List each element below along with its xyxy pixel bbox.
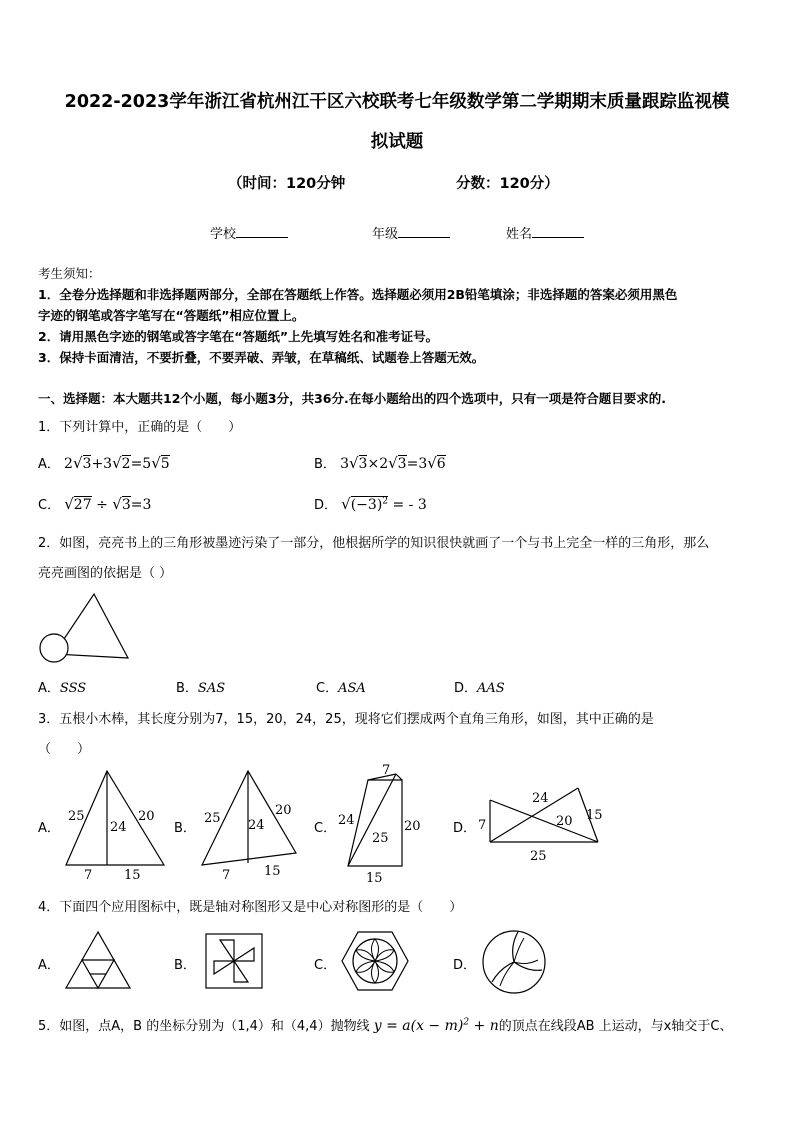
q2-stem-line1: 2．如图，亮亮书上的三角形被墨迹污染了一部分，他根据所学的知识很快就画了一个与书上完全一样的三角形，那么 xyxy=(38,536,710,551)
svg-text:24: 24 xyxy=(110,820,127,835)
q3-option-b[interactable]: B． xyxy=(174,821,196,836)
q3-figure-d xyxy=(474,782,610,868)
exam-time: （时间：120分钟 xyxy=(228,176,346,192)
q3-stem-line2: （ ） xyxy=(38,742,91,757)
svg-text:7: 7 xyxy=(84,868,93,883)
svg-text:7: 7 xyxy=(382,763,391,778)
q3-figure-c xyxy=(334,760,434,888)
name-field[interactable]: 姓名 xyxy=(506,223,584,242)
q2-stem-line2: 亮亮画图的依据是（ ） xyxy=(38,566,173,581)
notice-item-1-cont: 字迹的钢笔或答字笔写在“答题纸”相应位置上。 xyxy=(38,308,305,323)
q4-option-c[interactable]: C． xyxy=(314,958,337,973)
svg-text:20: 20 xyxy=(404,819,421,834)
q3-figure-b xyxy=(196,765,306,885)
q3-option-c[interactable]: C． xyxy=(314,821,337,836)
school-field[interactable]: 学校 xyxy=(210,223,288,242)
q3-option-a[interactable]: A． xyxy=(38,821,60,836)
q3-stem-line1: 3．五根小木棒，其长度分别为7，15，20，24，25，现将它们摆成两个直角三角形，如图，其中正确的是 xyxy=(38,712,654,727)
svg-text:7: 7 xyxy=(222,868,231,883)
notice-item-1: 1．全卷分选择题和非选择题两部分，全部在答题纸上作答。选择题必须用2B铅笔填涂；非选择题的答案必须用黑色 xyxy=(38,287,678,302)
grade-field[interactable]: 年级 xyxy=(372,223,450,242)
svg-text:25: 25 xyxy=(68,809,85,824)
notice-block xyxy=(38,263,768,368)
q4-icon-hexagon-flower xyxy=(340,928,410,994)
svg-text:24: 24 xyxy=(532,791,549,806)
q4-icon-circle-swirl xyxy=(480,928,548,996)
q2-option-c[interactable]: C．ASA xyxy=(316,681,366,696)
q2-option-b[interactable]: B．SAS xyxy=(176,681,226,696)
svg-text:25: 25 xyxy=(530,849,547,864)
section-heading: 一、选择题：本大题共12个小题，每小题3分，共36分.在每小题给出的四个选项中，只有一项是符合题目要求的. xyxy=(38,391,666,406)
svg-text:24: 24 xyxy=(338,813,355,828)
q3-option-d[interactable]: D． xyxy=(453,821,477,836)
svg-text:20: 20 xyxy=(138,809,155,824)
q3-figure-a xyxy=(56,765,168,885)
notice-heading: 考生须知： xyxy=(38,266,101,281)
q1-option-b[interactable]: B． 3√3×2√3=3√6 xyxy=(314,454,446,472)
svg-text:25: 25 xyxy=(372,831,389,846)
svg-text:20: 20 xyxy=(556,814,573,829)
svg-text:20: 20 xyxy=(275,803,292,818)
q1-option-d[interactable]: D． $√(-3)^2$ = - 3 xyxy=(314,495,427,513)
q4-stem: 4．下面四个应用图标中，既是轴对称图形又是中心对称图形的是（ ） xyxy=(38,900,463,915)
q1-option-c[interactable]: C． √27 ÷ √3=3 xyxy=(38,495,152,513)
q2-option-a[interactable]: A．SSS xyxy=(38,681,87,696)
q2-triangle-figure xyxy=(36,588,136,668)
svg-text:15: 15 xyxy=(124,868,141,883)
svg-text:15: 15 xyxy=(264,864,281,879)
q1-option-a[interactable]: A． 2√3+3√2=5√5 xyxy=(38,454,170,472)
exam-score: 分数：120分） xyxy=(456,176,559,192)
svg-text:25: 25 xyxy=(204,811,221,826)
notice-item-3: 3．保持卡面清洁，不要折叠，不要弄破、弄皱，在草稿纸、试题卷上答题无效。 xyxy=(38,350,485,365)
q2-option-d[interactable]: D．AAS xyxy=(454,681,505,696)
q4-option-b[interactable]: B． xyxy=(174,958,196,973)
q4-option-a[interactable]: A． xyxy=(38,958,60,973)
q1-stem: 1．下列计算中，正确的是（ ） xyxy=(38,420,242,435)
svg-text:15: 15 xyxy=(586,808,603,823)
svg-text:24: 24 xyxy=(248,818,265,833)
q4-icon-pinwheel xyxy=(202,930,268,992)
exam-title-line2: 拟试题 xyxy=(370,132,424,152)
q2-ink-blot xyxy=(40,634,68,662)
svg-text:15: 15 xyxy=(366,871,383,886)
q5-formula: $y = a(x - m)^2 + n$ xyxy=(373,1017,499,1034)
notice-item-2: 2．请用黑色字迹的钢笔或答字笔在“答题纸”上先填写姓名和准考证号。 xyxy=(38,329,439,344)
exam-title-line1: 2022-2023学年浙江省杭州江干区六校联考七年级数学第二学期期末质量跟踪监视模 xyxy=(64,92,730,112)
q5-stem: 5．如图，点A，B 的坐标分别为（1,4）和（4,4）抛物线 $y = a(x - m)^2 + n$的顶点在线段AB 上运动，与x轴交于C、 xyxy=(38,1017,733,1034)
q4-option-d[interactable]: D． xyxy=(453,958,477,973)
q4-icon-triangle xyxy=(64,930,134,992)
svg-text:7: 7 xyxy=(478,818,487,833)
